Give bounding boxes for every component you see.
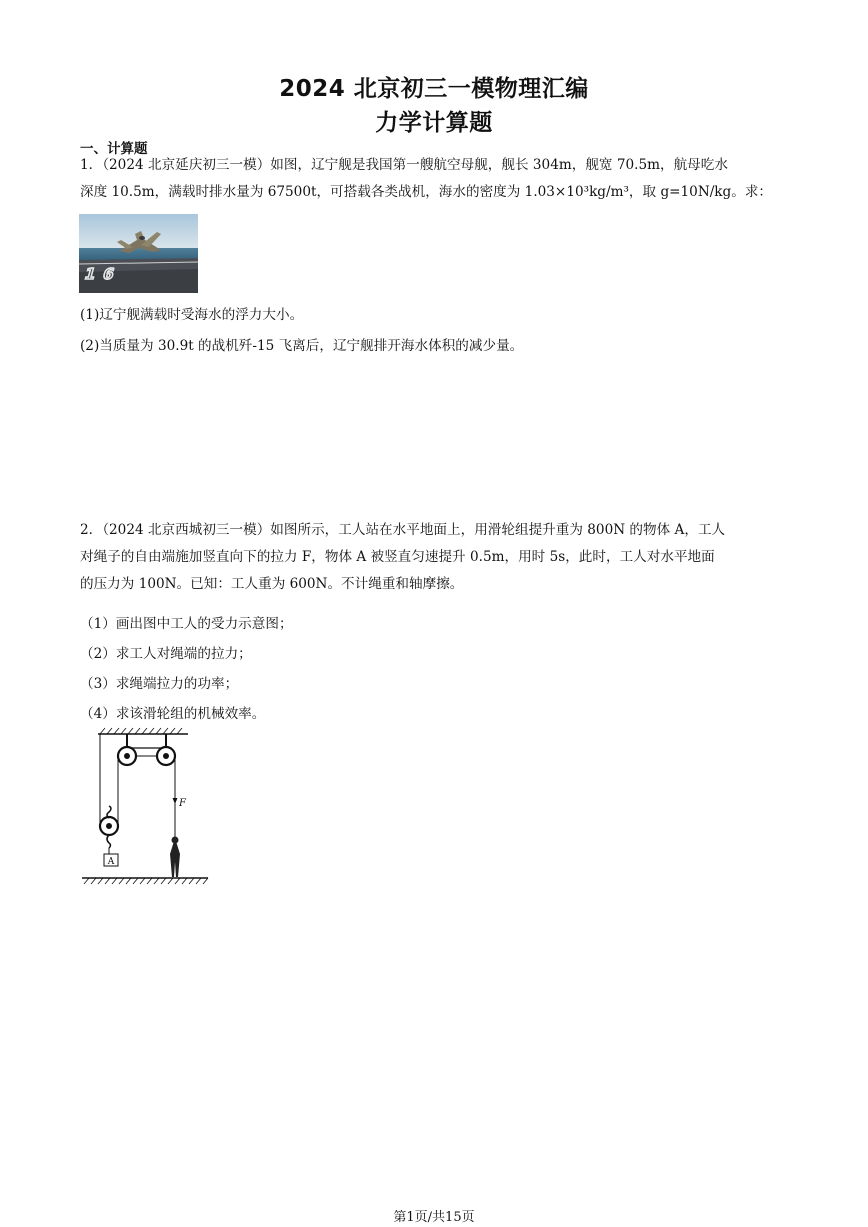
page-subtitle: 力学计算题 [375, 110, 493, 136]
question-1-part-1: (1)辽宁舰满载时受海水的浮力大小。 [80, 307, 304, 323]
question-2-part-1: （1）画出图中工人的受力示意图； [80, 616, 293, 632]
question-2-line-2: 对绳子的自由端施加竖直向下的拉力 F，物体 A 被竖直匀速提升 0.5m，用时 5s，此时，工人对水平地面 [80, 549, 715, 565]
question-1-stem [80, 152, 780, 206]
deck-number: 16 [82, 265, 125, 283]
page-title: 2024 北京初三一模物理汇编 [279, 76, 589, 102]
aircraft-carrier-photo [79, 214, 198, 293]
pulley-diagram [78, 726, 213, 890]
question-1-part-2: (2)当质量为 30.9t 的战机歼-15 飞离后，辽宁舰排开海水体积的减少量。 [80, 338, 524, 354]
question-1-line-2: 深度 10.5m，满载时排水量为 67500t，可搭载各类战机，海水的密度为 1.03×10³kg/m³，取 g=10N/kg。求： [80, 184, 773, 200]
question-2-part-3: （3）求绳端拉力的功率； [80, 676, 239, 692]
pulley-diagram-svg [78, 726, 213, 886]
section-heading: 一、计算题 [80, 141, 148, 157]
page-number: 第1页/共15页 [393, 1210, 475, 1225]
label-f: F [179, 798, 186, 809]
question-2-part-2: （2）求工人对绳端的拉力； [80, 646, 252, 662]
question-2-line-3: 的压力为 100N。已知：工人重为 600N。不计绳重和轴摩擦。 [80, 576, 464, 592]
question-2-part-4: （4）求该滑轮组的机械效率。 [80, 706, 266, 722]
label-a: A [107, 857, 115, 867]
question-1-line-1: 1．（2024 北京延庆初三一模）如图，辽宁舰是我国第一艘航空母舰，舰长 304m，舰宽 70.5m，航母吃水 [80, 157, 728, 173]
question-2-stem [80, 517, 780, 598]
question-2-line-1: 2．（2024 北京西城初三一模）如图所示，工人站在水平地面上，用滑轮组提升重为 800N 的物体 A，工人 [80, 522, 726, 538]
carrier-photo-image [79, 214, 198, 293]
